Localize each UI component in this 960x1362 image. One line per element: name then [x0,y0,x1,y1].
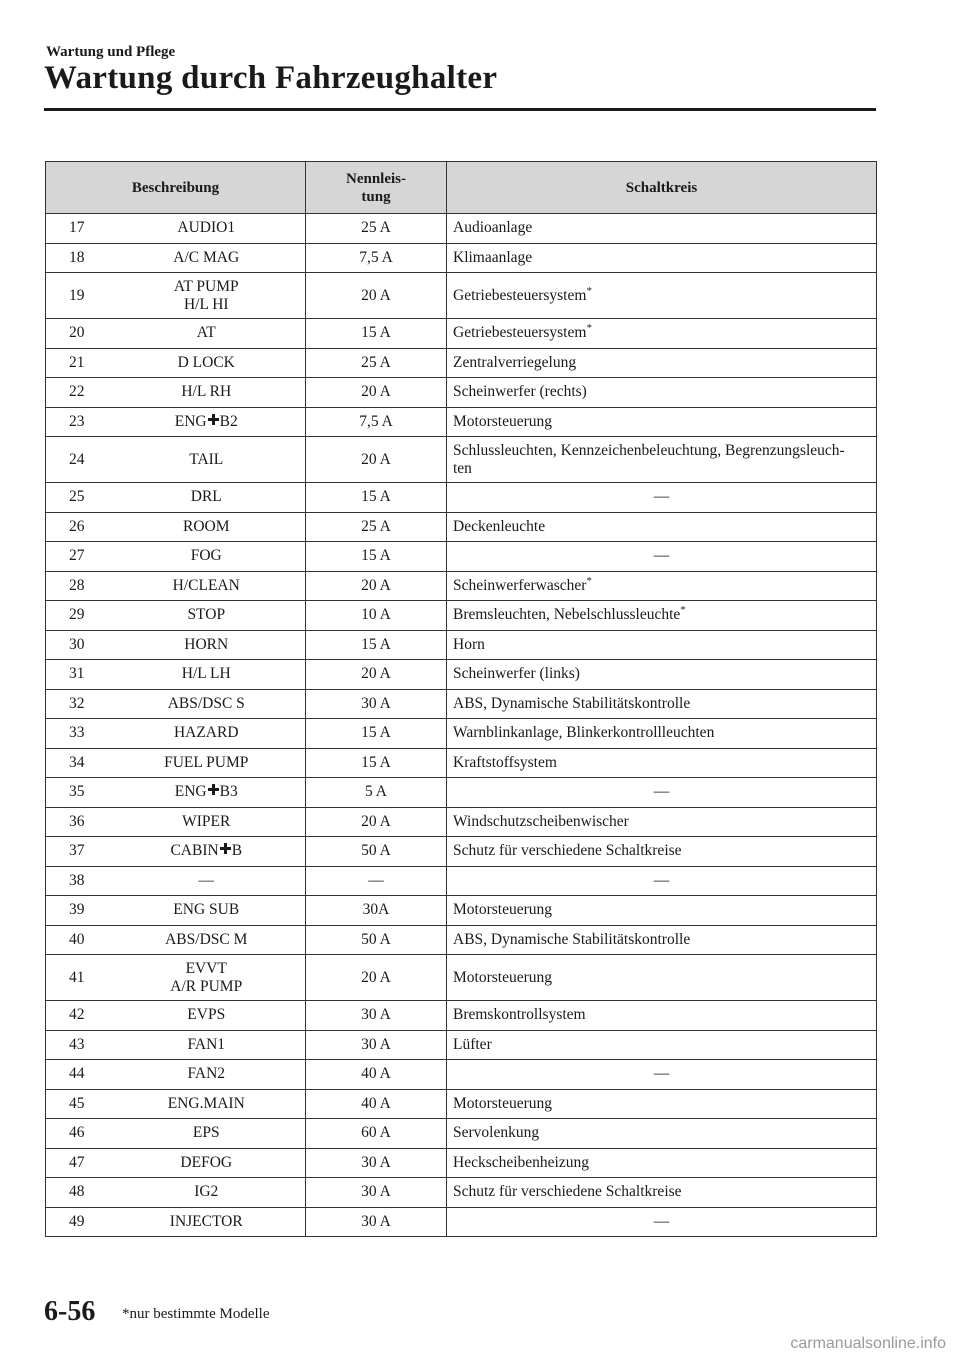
fuse-circuit-text: Motorsteuerung [453,901,553,919]
fuse-rating: 7,5 A [306,243,447,273]
fuse-circuit [447,837,877,867]
fuse-rating: 30 A [306,1148,447,1178]
plus-icon [208,784,219,795]
fuse-circuit [447,571,877,601]
fuse-circuit-text: ― [653,871,670,889]
footnote: *nur bestimmte Modelle [122,1306,270,1322]
fuse-rating: 20 A [306,273,447,319]
fuse-circuit [447,601,877,631]
watermark: carmanualsonline.info [790,1335,946,1352]
footnote-marker: * [586,322,592,335]
fuse-number: 49 [46,1207,108,1237]
fuse-table [45,161,877,1237]
fuse-rating: 30 A [306,1030,447,1060]
fuse-number: 35 [46,778,108,808]
fuse-circuit [447,1089,877,1119]
fuse-number: 46 [46,1119,108,1149]
fuse-circuit [447,542,877,572]
fuse-circuit-text: ― [653,1212,670,1230]
table-row [46,214,877,244]
fuse-circuit-text: Deckenleuchte [453,517,546,535]
fuse-circuit-text: Lüfter [453,1035,492,1053]
fuse-name: WIPER [108,807,306,837]
fuse-name: FUEL PUMP [108,748,306,778]
fuse-circuit-text: ― [653,547,670,565]
fuse-name: H/CLEAN [108,571,306,601]
table-row [46,1089,877,1119]
fuse-circuit [447,483,877,513]
fuse-name: DRL [108,483,306,513]
fuse-name-prefix: ENG [174,783,207,801]
table-row [46,807,877,837]
page-number: 6-56 [44,1296,96,1327]
fuse-circuit [447,689,877,719]
fuse-name: ABS/DSC M [108,925,306,955]
fuse-name: TAIL [108,437,306,483]
fuse-circuit [447,1148,877,1178]
table-row [46,273,877,319]
plus-icon [208,414,219,425]
table-row [46,1178,877,1208]
plus-icon [220,843,231,854]
fuse-circuit [447,955,877,1001]
fuse-name [108,407,306,437]
fuse-circuit-text: Bremsleuchten, Nebelschlussleuchte [453,606,681,624]
fuse-rating: 5 A [306,778,447,808]
table-row [46,866,877,896]
fuse-circuit-text: Horn [453,635,485,653]
table-row [46,660,877,690]
fuse-rating: 20 A [306,660,447,690]
fuse-number: 26 [46,512,108,542]
footnote-marker: * [586,574,592,587]
fuse-rating: 40 A [306,1060,447,1090]
table-row [46,243,877,273]
fuse-circuit-text: Bremskontrollsystem [453,1006,586,1024]
fuse-rating: 20 A [306,571,447,601]
fuse-number: 45 [46,1089,108,1119]
page-title: Wartung durch Fahrzeughalter [44,60,498,96]
fuse-circuit [447,1207,877,1237]
fuse-rating: 20 A [306,437,447,483]
fuse-name: AT PUMP H/L HI [108,273,306,319]
fuse-rating: 15 A [306,483,447,513]
table-row [46,571,877,601]
fuse-rating: 15 A [306,748,447,778]
fuse-circuit [447,866,877,896]
fuse-number: 23 [46,407,108,437]
fuse-circuit-text: ABS, Dynamische Stabilitätskontrolle [453,694,691,712]
table-row [46,512,877,542]
fuse-circuit [447,630,877,660]
fuse-name-suffix: B2 [219,412,238,430]
fuse-rating: 30 A [306,1207,447,1237]
fuse-number: 43 [46,1030,108,1060]
fuse-name: AT [108,319,306,349]
fuse-name: ― [108,866,306,896]
fuse-circuit [447,925,877,955]
fuse-rating: 50 A [306,925,447,955]
fuse-circuit-text: Windschutzscheibenwischer [453,812,629,830]
fuse-name: A/C MAG [108,243,306,273]
fuse-circuit-text: Getriebesteuersystem [453,286,587,304]
fuse-rating: 25 A [306,512,447,542]
fuse-circuit [447,1001,877,1031]
fuse-name: ABS/DSC S [108,689,306,719]
fuse-number: 39 [46,896,108,926]
table-row [46,925,877,955]
fuse-rating: 60 A [306,1119,447,1149]
footnote-marker: * [586,284,592,297]
fuse-rating: 20 A [306,378,447,408]
fuse-name-suffix: B3 [219,783,238,801]
fuse-number: 30 [46,630,108,660]
fuse-rating: 30 A [306,689,447,719]
fuse-circuit-text: Getriebesteuersystem [453,324,587,342]
fuse-number: 44 [46,1060,108,1090]
fuse-rating: 25 A [306,214,447,244]
fuse-rating: 30 A [306,1178,447,1208]
table-row [46,689,877,719]
fuse-name: D LOCK [108,348,306,378]
fuse-name-prefix: ENG [174,412,207,430]
fuse-circuit [447,660,877,690]
fuse-number: 20 [46,319,108,349]
fuse-name: AUDIO1 [108,214,306,244]
fuse-number: 27 [46,542,108,572]
fuse-rating: 15 A [306,542,447,572]
table-row [46,748,877,778]
fuse-number: 33 [46,719,108,749]
fuse-name: ENG.MAIN [108,1089,306,1119]
fuse-number: 41 [46,955,108,1001]
fuse-name: FAN1 [108,1030,306,1060]
fuse-number: 32 [46,689,108,719]
fuse-name: EVPS [108,1001,306,1031]
title-divider [44,108,876,111]
fuse-number: 25 [46,483,108,513]
fuse-circuit [447,1178,877,1208]
fuse-name: EPS [108,1119,306,1149]
fuse-name: IG2 [108,1178,306,1208]
fuse-circuit-text: Scheinwerferwascher [453,576,587,594]
fuse-circuit [447,1119,877,1149]
fuse-circuit [447,748,877,778]
fuse-circuit-text: Zentralverriegelung [453,353,577,371]
fuse-circuit-text: Servolenkung [453,1124,540,1142]
fuse-circuit [447,437,877,483]
fuse-rating: 15 A [306,319,447,349]
fuse-number: 37 [46,837,108,867]
fuse-circuit-text: ― [653,783,670,801]
fuse-name: H/L RH [108,378,306,408]
fuse-circuit [447,243,877,273]
fuse-number: 24 [46,437,108,483]
fuse-rating: 30 A [306,1001,447,1031]
fuse-circuit-text: ABS, Dynamische Stabilitätskontrolle [453,930,691,948]
fuse-number: 34 [46,748,108,778]
fuse-number: 28 [46,571,108,601]
table-row [46,896,877,926]
table-row [46,837,877,867]
fuse-circuit [447,896,877,926]
fuse-circuit-text: Klimaanlage [453,248,533,266]
fuse-circuit-text: Schlussleuchten, Kennzeichenbeleuchtung, Begrenzungsleuch- ten [453,441,845,477]
header-description: Beschreibung [46,162,306,214]
table-row [46,483,877,513]
table-row [46,1001,877,1031]
fuse-name: INJECTOR [108,1207,306,1237]
table-row [46,955,877,1001]
fuse-number: 22 [46,378,108,408]
table-row [46,319,877,349]
fuse-circuit-text: Motorsteuerung [453,1094,553,1112]
fuse-circuit [447,1030,877,1060]
fuse-name-suffix: B [231,842,243,860]
fuse-circuit-text: Warnblinkanlage, Blinkerkontrollleuchten [453,724,715,742]
table-row [46,542,877,572]
fuse-circuit [447,378,877,408]
fuse-name: ENG SUB [108,896,306,926]
fuse-rating: 20 A [306,807,447,837]
fuse-name: DEFOG [108,1148,306,1178]
table-row [46,378,877,408]
fuse-circuit-text: Motorsteuerung [453,412,553,430]
fuse-name: H/L LH [108,660,306,690]
fuse-number: 17 [46,214,108,244]
table-row [46,601,877,631]
fuse-name: HAZARD [108,719,306,749]
footnote-marker: * [680,604,686,617]
header-rating: Nennleis- tung [306,162,447,214]
fuse-name: ROOM [108,512,306,542]
fuse-circuit-text: ― [653,488,670,506]
fuse-name-prefix: CABIN [170,842,219,860]
fuse-number: 18 [46,243,108,273]
fuse-number: 47 [46,1148,108,1178]
fuse-circuit-text: Schutz für verschiedene Schaltkreise [453,1183,682,1201]
table-row [46,630,877,660]
fuse-number: 38 [46,866,108,896]
fuse-name: FAN2 [108,1060,306,1090]
table-row [46,1207,877,1237]
fuse-name [108,837,306,867]
fuse-number: 36 [46,807,108,837]
fuse-circuit-text: Motorsteuerung [453,968,553,986]
fuse-name: STOP [108,601,306,631]
fuse-rating: ― [306,866,447,896]
header-circuit: Schaltkreis [447,162,877,214]
fuse-number: 48 [46,1178,108,1208]
fuse-name: EVVT A/R PUMP [108,955,306,1001]
fuse-circuit [447,214,877,244]
fuse-name: HORN [108,630,306,660]
fuse-circuit [447,319,877,349]
fuse-table-body [46,214,877,1237]
fuse-circuit-text: Scheinwerfer (rechts) [453,383,587,401]
table-row [46,778,877,808]
table-row [46,1119,877,1149]
fuse-circuit-text: Heckscheibenheizung [453,1153,589,1171]
fuse-circuit [447,273,877,319]
fuse-circuit-text: Scheinwerfer (links) [453,665,580,683]
fuse-circuit-text: ― [653,1065,670,1083]
fuse-number: 29 [46,601,108,631]
fuse-number: 19 [46,273,108,319]
fuse-rating: 25 A [306,348,447,378]
fuse-rating: 30A [306,896,447,926]
fuse-number: 42 [46,1001,108,1031]
fuse-rating: 50 A [306,837,447,867]
fuse-circuit-text: Kraftstoffsystem [453,753,557,771]
fuse-circuit [447,512,877,542]
table-row [46,437,877,483]
fuse-number: 21 [46,348,108,378]
table-row [46,407,877,437]
fuse-circuit [447,1060,877,1090]
fuse-rating: 7,5 A [306,407,447,437]
fuse-rating: 40 A [306,1089,447,1119]
fuse-circuit [447,807,877,837]
table-header-row [46,162,877,214]
fuse-rating: 10 A [306,601,447,631]
section-heading: Wartung und Pflege [46,44,176,60]
fuse-circuit [447,407,877,437]
fuse-circuit [447,719,877,749]
fuse-number: 31 [46,660,108,690]
fuse-circuit-text: Schutz für verschiedene Schaltkreise [453,842,682,860]
table-row [46,1060,877,1090]
fuse-number: 40 [46,925,108,955]
table-row [46,1148,877,1178]
fuse-circuit [447,778,877,808]
fuse-rating: 15 A [306,630,447,660]
table-row [46,719,877,749]
fuse-circuit-text: Audioanlage [453,219,533,237]
table-row [46,348,877,378]
fuse-rating: 15 A [306,719,447,749]
fuse-name [108,778,306,808]
fuse-name: FOG [108,542,306,572]
fuse-rating: 20 A [306,955,447,1001]
table-row [46,1030,877,1060]
fuse-circuit [447,348,877,378]
